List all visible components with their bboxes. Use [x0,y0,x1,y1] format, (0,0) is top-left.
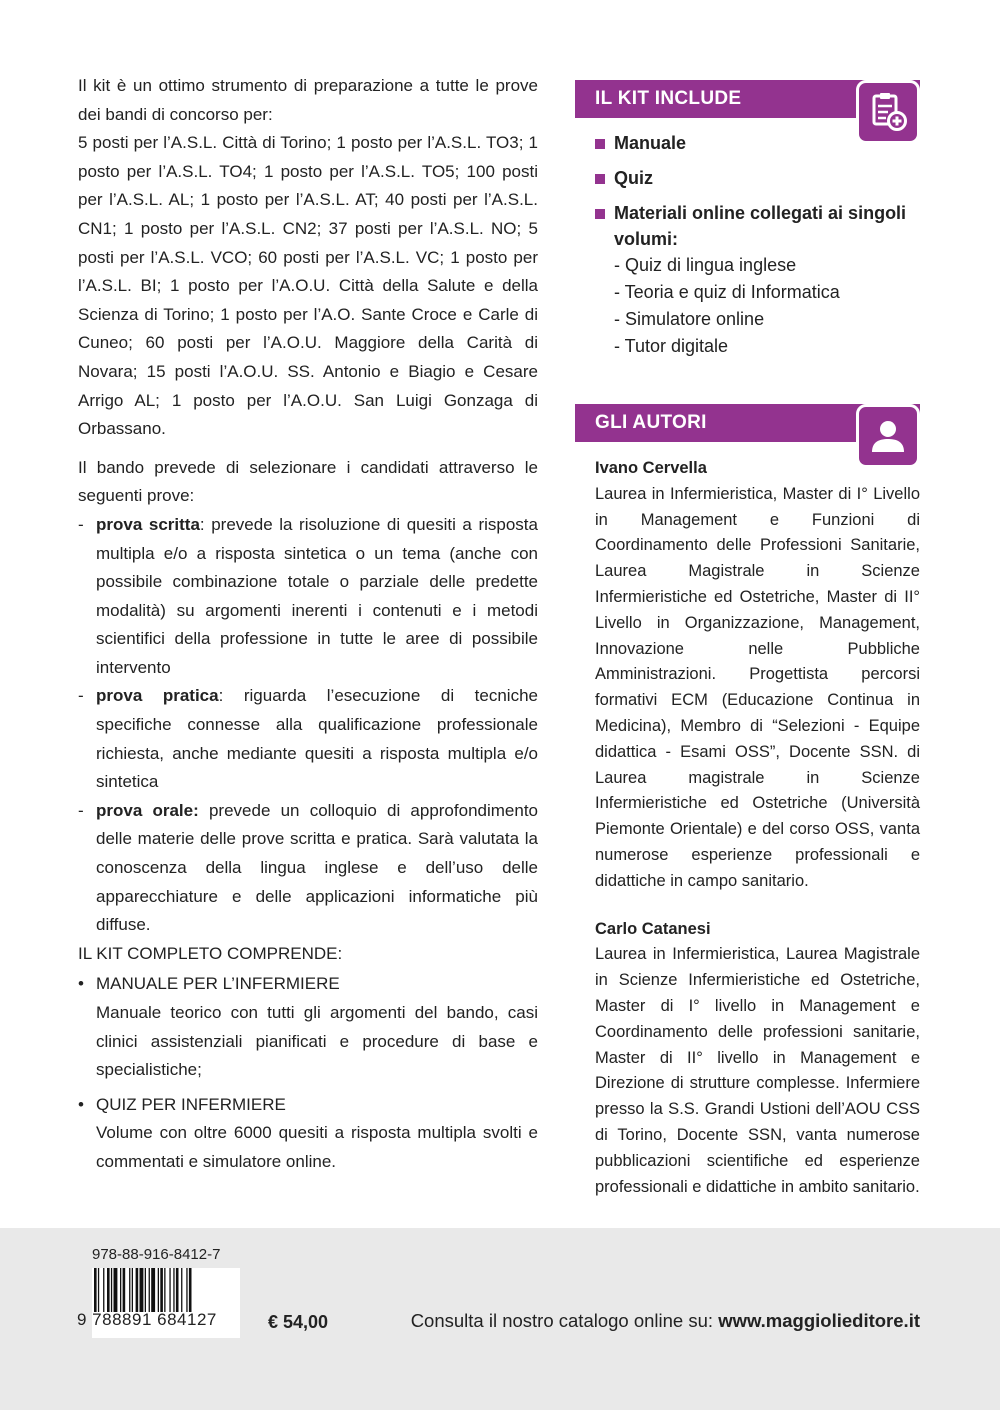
price: € 54,00 [268,1312,329,1332]
online-materials-list [614,252,920,360]
catalog-text: Consulta il nostro catalogo online su: [410,1310,719,1331]
prova-pratica: - prova pratica: riguarda l’esecuzione di tecniche specifiche connesse alla qualificazione professionale richiesta, anche mediante quesiti a risposta multipla e/o sintetica [78,686,538,792]
online-material-item: - Quiz di lingua inglese [614,255,797,275]
prova-title: prova pratica [96,686,219,706]
kit-title: IL KIT COMPLETO COMPRENDE: [78,943,343,963]
include-item [595,165,920,191]
prova-text: prevede un colloquio di approfondimento delle materie delle prove scritta e pratica. Sarà valutata la conoscenza della lingua inglese e dell’uso delle apparecchiature e delle applicazioni informatiche più diffuse. [96,800,538,935]
prova-scritta: - prova scritta: prevede la risoluzione di quesiti a risposta multipla e/o a risposta sintetica o un tema (anche con possibile combinazione totale o parziale delle predette modalità) su argomenti inerenti i contenuti e i metodi scientifici della professione in tutte le aree di possibile intervento [78,514,538,677]
kit-item-manuale [78,970,538,1084]
author-cervella [575,456,920,895]
catalog-link[interactable]: www.maggiolieditore.it [718,1310,920,1331]
catalog-line [411,1310,920,1332]
kit-item-desc: Volume con oltre 6000 quesiti a risposta multipla svolti e commentati e simulatore online. [96,1123,538,1171]
prova-text: : prevede la risoluzione di quesiti a risposta multipla e/o a risposta sintetica o un tema (anche con possibile combinazione totale o parziale delle predette modalità) su argomenti inerenti i contenuti e i metodi scientifici della professione in tutte le aree di possibile intervento [96,514,538,677]
square-bullet-icon [595,139,605,149]
kit-item-title: QUIZ PER INFERMIERE [96,1094,286,1114]
intro-text: Il kit è un ottimo strumento di preparazione a tutte le prove dei bandi di concorso per: [78,76,538,124]
online-material-item: - Tutor digitale [614,336,729,356]
include-item-label: Manuale [614,133,687,153]
prova-title: prova scritta [96,514,200,534]
footer [0,1228,1000,1410]
kit-include-title: IL KIT INCLUDE [595,88,742,109]
author-name: Carlo Catanesi [595,919,711,938]
bando-text: Il bando prevede di selezionare i candidati attraverso le seguenti prove: [78,457,538,506]
online-material-item: - Simulatore online [614,309,765,329]
prova-orale: - prova orale: prevede un colloquio di approfondimento delle materie delle prove scritta e pratica. Sarà valutata la conoscenza della lingua inglese e dell’uso delle apparecchiature e delle applicazioni informatiche più diffuse. [78,800,538,935]
online-material-item: - Teoria e quiz di Informatica [614,282,840,302]
kit-item-quiz [78,1091,538,1177]
square-bullet-icon [595,209,605,219]
include-item [595,200,920,360]
kit-item-title: MANUALE PER L’INFERMIERE [96,974,340,994]
right-column [575,80,920,1200]
bullet-icon: • [78,974,84,994]
include-list [575,130,920,360]
isbn-text: 978-88-916-8412-7 [92,1246,221,1263]
authors-title: GLI AUTORI [595,412,707,433]
posti-text: 5 posti per l’A.S.L. Città di Torino; 1 posto per l’A.S.L. TO3; 1 posto per l’A.S.L. TO4; 1 posto per l’A.S.L. TO5; 100 posti per l’A.S.L. AL; 1 posto per l’A.S.L. AT; 40 posti per l’A.S.L. CN1; 1 posto per l’A.S.L. CN2; 37 posti per l’A.S.L. NO; 5 posti per l’A.S.L. VCO; 60 posti per l’A.S.L. VC; 1 posto per l’A.S.L. BI; 1 posto per l’A.O.U. Città della Salute e della Scienza di Torino; 1 posto per l’A.O. Sante Croce e Carle di Cuneo; 60 posti per l’A.O.U. Maggiore della Carità di Novara; 15 posti l’A.O.U. SS. Antonio e Biagio e Cesare Arrigo AL; 1 posto per l’A.O.U. San Luigi Gonzaga di Orbassano. [78,133,538,439]
include-item-label: Quiz [614,168,653,188]
user-icon [856,404,920,468]
square-bullet-icon [595,174,605,184]
author-name: Ivano Cervella [595,459,707,477]
authors-banner [575,404,920,442]
prova-text: : riguarda l’esecuzione di tecniche specifiche connesse alla qualificazione professionale richiesta, anche mediante quesiti a risposta multipla e/o sintetica [96,686,538,792]
author-bio: Laurea in Infermieristica, Laurea Magistrale in Scienze Infermieristiche ed Ostetriche, Master di I° livello in Management e Coordinamento delle professioni sanitarie, Master di II° livello in Management e Direzione di strutture complesse. Infermiere presso la S.S. Grandi Ustioni dell’AOU CSS di Torino, Docente SSN, vanta numerose pubblicazioni scientifiche ed esperienze professionali e didattiche in ambito sanitario. [595,945,920,1196]
include-item [595,130,920,156]
author-catanesi [575,917,920,1201]
left-column [78,72,538,1177]
author-bio: Laurea in Infermieristica, Master di I° Livello in Management e Funzioni di Coordinamento delle Professioni Sanitarie, Laurea Magistrale in Scienze Infermieristiche ed Ostetriche, Master di II° Livello in Organizzazione, Management, Innovazione nelle Pubbliche Amministrazioni. Progettista percorsi formativi ECM (Educazione Continua in Medicina), Membro di “Selezioni - Equipe didattica - Esami OSS”, Docente SSN. di Laurea magistrale in Scienze Infermieristiche ed Ostetriche (Università Piemonte Orientale) e del corso OSS, vanta numerose esperienze professionali e didattiche in campo sanitario. [595,484,920,890]
prova-title: prova orale: [96,800,199,820]
barcode-digits: 9 788891 684127 [77,1310,217,1329]
bullet-icon: • [78,1094,84,1114]
kit-include-banner [575,80,920,118]
kit-item-desc: Manuale teorico con tutti gli argomenti del bando, casi clinici assistenziali pianificati e procedure di base e specialistiche; [96,1003,538,1080]
include-item-label: Materiali online collegati ai singoli volumi: [614,203,907,249]
